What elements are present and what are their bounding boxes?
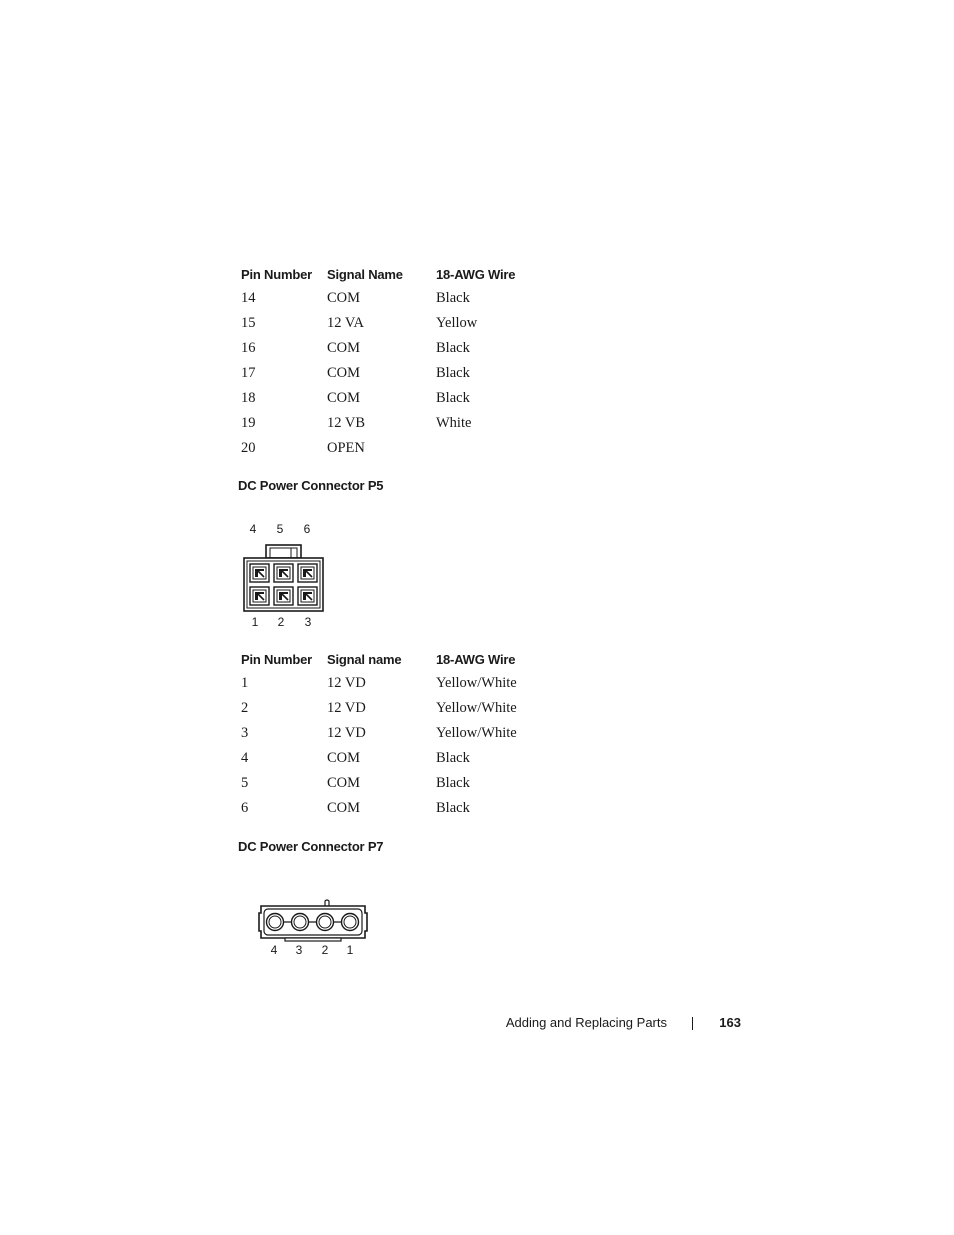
table-row bbox=[236, 671, 546, 696]
pin-contact bbox=[317, 914, 334, 931]
wire-color-cell: Yellow/White bbox=[436, 675, 517, 691]
signal-name-cell: 12 VB bbox=[327, 415, 366, 431]
pin-table-continued bbox=[236, 262, 546, 461]
pin-number-cell: 15 bbox=[241, 315, 256, 331]
page-footer bbox=[500, 1015, 741, 1035]
signal-name-cell: COM bbox=[327, 390, 361, 406]
pin-cell bbox=[250, 587, 269, 605]
signal-name-cell: COM bbox=[327, 750, 361, 766]
pin-label: 5 bbox=[276, 522, 284, 536]
heading-connector-p7: DC Power Connector P7 bbox=[238, 839, 384, 854]
pin-cell bbox=[274, 587, 293, 605]
pin-number-cell: 19 bbox=[241, 415, 256, 431]
wire-color-cell: Black bbox=[436, 750, 470, 766]
column-header-signal-name: Signal name bbox=[327, 651, 402, 667]
pin-cell bbox=[298, 587, 317, 605]
signal-name-cell: COM bbox=[327, 800, 361, 816]
pin-label: 2 bbox=[321, 943, 329, 957]
pin-cell bbox=[274, 564, 293, 582]
table-header-row bbox=[236, 262, 546, 286]
pin-number-cell: 14 bbox=[241, 290, 256, 306]
pin-cell bbox=[250, 564, 269, 582]
pin-label: 1 bbox=[346, 943, 354, 957]
pin-number-cell: 18 bbox=[241, 390, 256, 406]
footer-section-title: Adding and Replacing Parts bbox=[505, 1015, 667, 1030]
connector-latch bbox=[266, 545, 301, 558]
wire-color-cell: Yellow/White bbox=[436, 700, 517, 716]
table-row bbox=[236, 411, 546, 436]
pin-contact bbox=[342, 914, 359, 931]
signal-name-cell: COM bbox=[327, 290, 361, 306]
table-row bbox=[236, 436, 546, 461]
connector-latch-inner bbox=[270, 548, 297, 558]
wire-color-cell bbox=[436, 436, 546, 461]
table-row bbox=[236, 386, 546, 411]
table-row bbox=[236, 796, 546, 821]
pin-label: 6 bbox=[303, 522, 311, 536]
pin-number-cell: 6 bbox=[241, 800, 249, 816]
table-row bbox=[236, 746, 546, 771]
wire-color-cell: White bbox=[436, 415, 472, 431]
connector-bottom-tab bbox=[285, 938, 341, 941]
pin-number-cell: 20 bbox=[241, 440, 256, 456]
pin-cell bbox=[298, 564, 317, 582]
connector-key bbox=[325, 900, 329, 906]
column-header-pin-number: Pin Number bbox=[241, 266, 312, 282]
table-row bbox=[236, 361, 546, 386]
wire-color-cell: Black bbox=[436, 340, 470, 356]
signal-name-cell: COM bbox=[327, 365, 361, 381]
pin-contact bbox=[267, 914, 284, 931]
pin-number-cell: 1 bbox=[241, 675, 249, 691]
pin-number-cell: 5 bbox=[241, 775, 249, 791]
column-header-signal-name: Signal Name bbox=[327, 266, 403, 282]
table-row bbox=[236, 721, 546, 746]
pin-label: 2 bbox=[277, 615, 285, 629]
pin-number-cell: 4 bbox=[241, 750, 249, 766]
wire-color-cell: Black bbox=[436, 800, 470, 816]
column-header-wire: 18-AWG Wire bbox=[436, 266, 516, 282]
column-header-wire: 18-AWG Wire bbox=[436, 651, 516, 667]
column-header-pin-number: Pin Number bbox=[241, 651, 312, 667]
wire-color-cell: Black bbox=[436, 775, 470, 791]
pin-label: 4 bbox=[270, 943, 278, 957]
footer-divider bbox=[692, 1017, 693, 1030]
pin-number-cell: 16 bbox=[241, 340, 256, 356]
pin-label: 1 bbox=[251, 615, 259, 629]
connector-housing bbox=[244, 558, 323, 611]
pin-label: 3 bbox=[295, 943, 303, 957]
wire-color-cell: Black bbox=[436, 390, 470, 406]
signal-name-cell: COM bbox=[327, 340, 361, 356]
wire-color-cell: Black bbox=[436, 365, 470, 381]
wire-color-cell: Black bbox=[436, 290, 470, 306]
table-row bbox=[236, 696, 546, 721]
wire-color-cell: Yellow/White bbox=[436, 725, 517, 741]
table-row bbox=[236, 771, 546, 796]
signal-name-cell: 12 VD bbox=[327, 675, 366, 691]
pin-number-cell: 3 bbox=[241, 725, 249, 741]
page-number: 163 bbox=[719, 1015, 741, 1030]
pin-contact bbox=[292, 914, 309, 931]
pin-label: 3 bbox=[304, 615, 312, 629]
table-row bbox=[236, 336, 546, 361]
heading-connector-p5: DC Power Connector P5 bbox=[238, 478, 384, 493]
signal-name-cell: COM bbox=[327, 775, 361, 791]
pin-label: 4 bbox=[249, 522, 257, 536]
pin-number-cell: 17 bbox=[241, 365, 256, 381]
signal-name-cell: 12 VD bbox=[327, 725, 366, 741]
table-row bbox=[236, 311, 546, 336]
table-row bbox=[236, 286, 546, 311]
pin-number-cell: 2 bbox=[241, 700, 249, 716]
signal-name-cell: 12 VD bbox=[327, 700, 366, 716]
connector-p5-diagram bbox=[236, 516, 336, 632]
signal-name-cell: 12 VA bbox=[327, 315, 364, 331]
signal-name-cell: OPEN bbox=[327, 440, 365, 456]
table-header-row bbox=[236, 647, 546, 671]
pin-table-p5 bbox=[236, 647, 546, 821]
wire-color-cell: Yellow bbox=[436, 315, 478, 331]
connector-p7-diagram bbox=[255, 897, 371, 959]
